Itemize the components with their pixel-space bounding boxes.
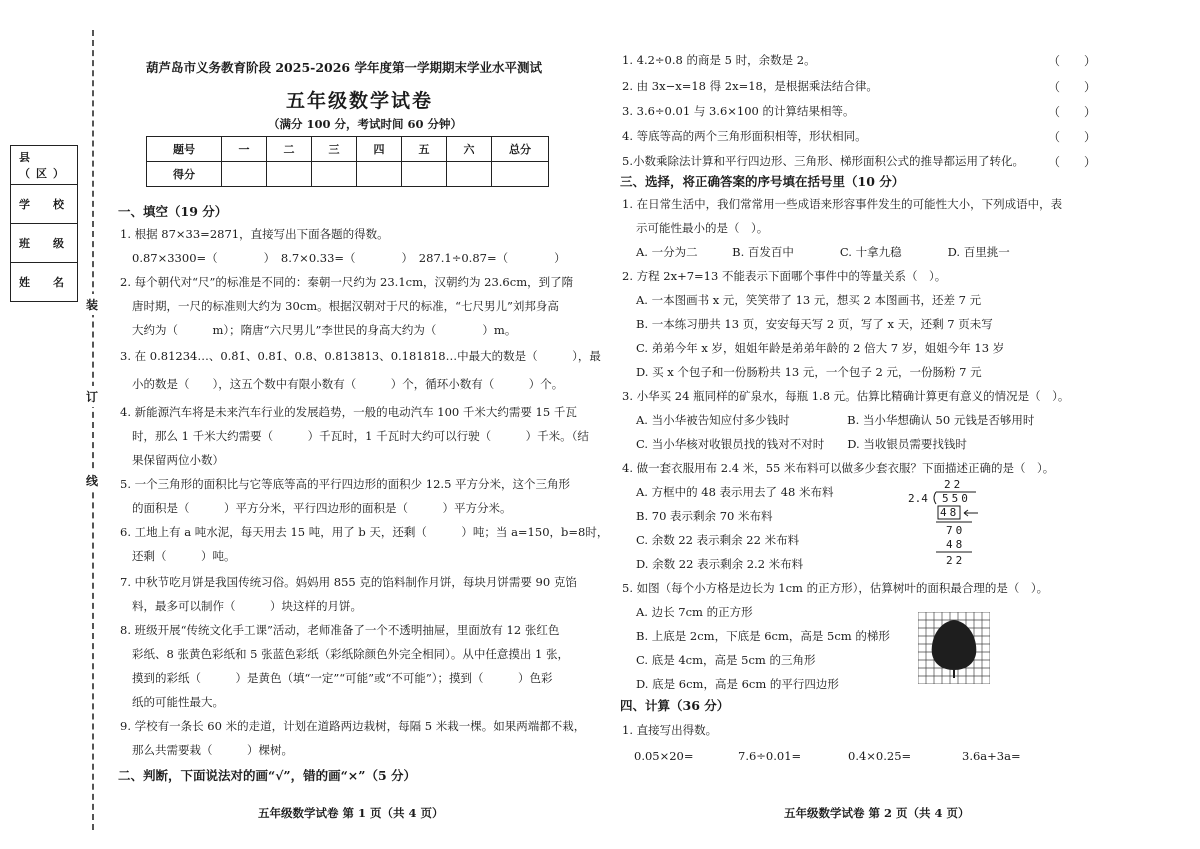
- binding-dashed-line: [92, 30, 94, 830]
- answer-paren[interactable]: （ ）: [1048, 130, 1097, 144]
- question-line: 料，最多可以制作（ ）块这样的月饼。: [132, 599, 362, 613]
- choice-line: D. 余数 22 表示剩余 2.2 米布料: [636, 557, 804, 571]
- score-input-cell[interactable]: [492, 162, 549, 187]
- question-line: 时，那么 1 千米大约需要（ ）千瓦时，1 千瓦时大约可以行驶（ ）千米。（结: [132, 429, 589, 443]
- choice-line: C. 底是 4cm，高是 5cm 的三角形: [636, 653, 816, 667]
- score-cell: 二: [267, 137, 312, 162]
- judge-item: 5.小数乘除法计算和平行四边形、三角形、梯形面积公式的推导都运用了转化。: [622, 154, 1024, 168]
- calc-item: 3.6a+3a=: [962, 749, 1021, 763]
- question-line: 2. 每个朝代对“尺”的标准是不同的：秦朝一尺约为 23.1cm，汉朝约为 23.6cm，到了隋: [120, 275, 574, 289]
- question-line: 唐时期，一尺的标准则大约为 30cm。根据汉朝对于尺的标准，“七尺男儿”刘邦身高: [132, 299, 559, 313]
- calc-item: 7.6÷0.01=: [738, 749, 802, 763]
- page-footer-right: 五年级数学试卷 第 2 页（共 4 页）: [784, 806, 970, 820]
- division-divisor: 2.4: [908, 492, 928, 505]
- answer-paren[interactable]: （ ）: [1048, 155, 1097, 169]
- judge-item: 1. 4.2÷0.8 的商是 5 时，余数是 2。: [622, 53, 816, 67]
- question-line: 5. 一个三角形的面积比与它等底等高的平行四边形的面积少 12.5 平方分米，这个三角形: [120, 477, 571, 491]
- question-line: 的面积是（ ）平方分米，平行四边形的面积是（ ）平方分米。: [132, 501, 512, 515]
- long-division-figure: [906, 478, 986, 570]
- division-partial-70: 70: [946, 524, 966, 537]
- judge-item: 2. 由 3x−x=18 得 2x=18，是根据乘法结合律。: [622, 79, 878, 93]
- answer-paren[interactable]: （ ）: [1048, 80, 1097, 94]
- choice-line: 4. 做一套衣服用布 2.4 米，55 米布料可以做多少套衣服？下面描述正确的是（ ）。: [622, 461, 1055, 475]
- question-line: 那么共需要栽（ ）棵树。: [132, 743, 293, 757]
- question-line: 大约为（ m）；隋唐“六尺男儿”李世民的身高大约为（ ）m。: [132, 323, 517, 337]
- question-line: 3. 在 0.81234…、0.8̇1̇、0.81̇、0.8、0.813813、0.181818…中最大的数是（ ），最: [120, 349, 601, 363]
- school-field[interactable]: 学 校: [11, 185, 78, 224]
- score-cell: 总分: [492, 137, 549, 162]
- choice-line: 5. 如图（每个小方格是边长为 1cm 的正方形），估算树叶的面积最合理的是（ ）。: [622, 581, 1049, 595]
- score-cell: 题号: [147, 137, 222, 162]
- page-footer-left: 五年级数学试卷 第 1 页（共 4 页）: [258, 806, 444, 820]
- score-input-cell[interactable]: [312, 162, 357, 187]
- question-line: 纸的可能性最大。: [132, 695, 224, 709]
- question-line: 6. 工地上有 a 吨水泥，每天用去 15 吨，用了 b 天，还剩（ ）吨；当 a=150，b=8时，: [120, 525, 609, 539]
- question-line: 9. 学校有一条长 60 米的走道，计划在道路两边栽树，每隔 5 米栽一棵。如果两端都不栽，: [120, 719, 586, 733]
- answer-paren[interactable]: （ ）: [1048, 105, 1097, 119]
- score-cell: 六: [447, 137, 492, 162]
- score-table: [146, 136, 549, 187]
- choice-line: C. 弟弟今年 x 岁，姐姐年龄是弟弟年龄的 2 倍大 7 岁，姐姐今年 13 岁: [636, 341, 1005, 355]
- exam-subtitle: （满分 100 分，考试时间 60 分钟）: [268, 117, 463, 131]
- choice-line: A. 一本图画书 x 元，笑笑带了 13 元，想买 2 本图画书，还差 7 元: [636, 293, 982, 307]
- county-field[interactable]: 县（区）: [11, 146, 78, 185]
- question-line: 小的数是（ ），这五个数中有限小数有（ ）个，循环小数有（ ）个。: [132, 377, 564, 391]
- calc-subtitle: 1. 直接写出得数。: [622, 723, 718, 737]
- binding-mark-zhuang: 装: [86, 294, 98, 315]
- score-input-cell[interactable]: [267, 162, 312, 187]
- exam-title: 五年级数学试卷: [286, 90, 434, 112]
- section-2-title: 二、判断，下面说法对的画“√”，错的画“×”（5 分）: [118, 768, 416, 783]
- question-line: 0.87×3300=（ ） 8.7×0.33=（ ） 287.1÷0.87=（ ）: [132, 251, 566, 265]
- score-cell: 一: [222, 137, 267, 162]
- choice-line: 1. 在日常生活中，我们常常用一些成语来形容事件发生的可能性大小，下列成语中，表: [622, 197, 1063, 211]
- binding-mark-ding: 订: [86, 386, 98, 407]
- section-4-title: 四、计算（36 分）: [620, 698, 730, 713]
- score-cell: 四: [357, 137, 402, 162]
- score-cell: 五: [402, 137, 447, 162]
- choice-line: A. 方框中的 48 表示用去了 48 米布料: [636, 485, 834, 499]
- choice-line: B. 70 表示剩余 70 米布料: [636, 509, 773, 523]
- name-field[interactable]: 姓 名: [19, 276, 70, 289]
- question-line: 摸到的彩纸（ ）是黄色（填“一定”“可能”或“不可能”）；摸到（ ）色彩: [132, 671, 553, 685]
- question-line: 4. 新能源汽车将是未来汽车行业的发展趋势，一般的电动汽车 100 千米大约需要 15 千瓦: [120, 405, 577, 419]
- score-table-score-row: [147, 162, 549, 187]
- choice-line: B. 一本练习册共 13 页，安安每天写 2 页，写了 x 天，还剩 7 页未写: [636, 317, 993, 331]
- choice-line: 示可能性最小的是（ ）。: [636, 221, 769, 235]
- section-3-title: 三、选择，将正确答案的序号填在括号里（10 分）: [620, 174, 905, 189]
- choice-line: B. 上底是 2cm，下底是 6cm，高是 5cm 的梯形: [636, 629, 890, 643]
- choice-line: A. 当小华被告知应付多少钱时 B. 当小华想确认 50 元钱是否够用时: [636, 413, 1035, 427]
- calc-item: 0.05×20=: [634, 749, 694, 763]
- question-line: 1. 根据 87×33=2871，直接写出下面各题的得数。: [120, 227, 389, 241]
- student-info-table: [10, 145, 78, 302]
- division-dividend: 550: [942, 492, 971, 505]
- score-cell: 三: [312, 137, 357, 162]
- choice-line: C. 余数 22 表示剩余 22 米布料: [636, 533, 800, 547]
- choice-line: C. 当小华核对收银员找的钱对不对时 D. 当收银员需要找钱时: [636, 437, 967, 451]
- leaf-shape: [932, 620, 977, 670]
- score-input-cell[interactable]: [447, 162, 492, 187]
- question-line: 果保留两位小数）: [132, 453, 224, 467]
- score-input-cell[interactable]: [402, 162, 447, 187]
- question-line: 还剩（ ）吨。: [132, 549, 236, 563]
- score-cell: 得分: [147, 162, 222, 187]
- choice-line: A. 边长 7cm 的正方形: [636, 605, 753, 619]
- answer-paren[interactable]: （ ）: [1048, 54, 1097, 68]
- score-input-cell[interactable]: [222, 162, 267, 187]
- question-line: 7. 中秋节吃月饼是我国传统习俗。妈妈用 855 克的馅料制作月饼，每块月饼需要 90 克馅: [120, 575, 577, 589]
- question-line: 8. 班级开展“传统文化手工课”活动，老师准备了一个不透明抽屉，里面放有 12 张红色: [120, 623, 560, 637]
- choice-line: D. 买 x 个包子和一份肠粉共 13 元，一个包子 2 元，一份肠粉 7 元: [636, 365, 982, 379]
- division-partial-48: 48: [946, 538, 966, 551]
- division-boxed-48: 48: [940, 506, 960, 519]
- score-input-cell[interactable]: [357, 162, 402, 187]
- division-remainder: 22: [946, 554, 966, 567]
- question-line: 彩纸、8 张黄色彩纸和 5 张蓝色彩纸（彩纸除颜色外完全相同）。从中任意摸出 1 张，: [132, 647, 569, 661]
- leaf-grid-figure: [918, 612, 990, 684]
- calc-item: 0.4×0.25=: [848, 749, 912, 763]
- class-field[interactable]: 班 级: [11, 224, 78, 263]
- section-1-title: 一、填空（19 分）: [118, 204, 228, 219]
- choice-line: A. 一分为二 B. 百发百中 C. 十拿九稳 D. 百里挑一: [636, 245, 1010, 259]
- choice-line: 3. 小华买 24 瓶同样的矿泉水，每瓶 1.8 元。估算比精确计算更有意义的情况是（ ）。: [622, 389, 1070, 403]
- choice-line: D. 底是 6cm，高是 6cm 的平行四边形: [636, 677, 839, 691]
- exam-header: 葫芦岛市义务教育阶段 2025-2026 学年度第一学期期末学业水平测试: [146, 60, 542, 75]
- choice-line: 2. 方程 2x+7=13 不能表示下面哪个事件中的等量关系（ ）。: [622, 269, 947, 283]
- judge-item: 3. 3.6÷0.01 与 3.6×100 的计算结果相等。: [622, 104, 855, 118]
- division-quotient: 22: [944, 478, 964, 491]
- judge-item: 4. 等底等高的两个三角形面积相等，形状相同。: [622, 129, 867, 143]
- score-table-header-row: [147, 137, 549, 162]
- binding-mark-xian: 线: [86, 470, 98, 491]
